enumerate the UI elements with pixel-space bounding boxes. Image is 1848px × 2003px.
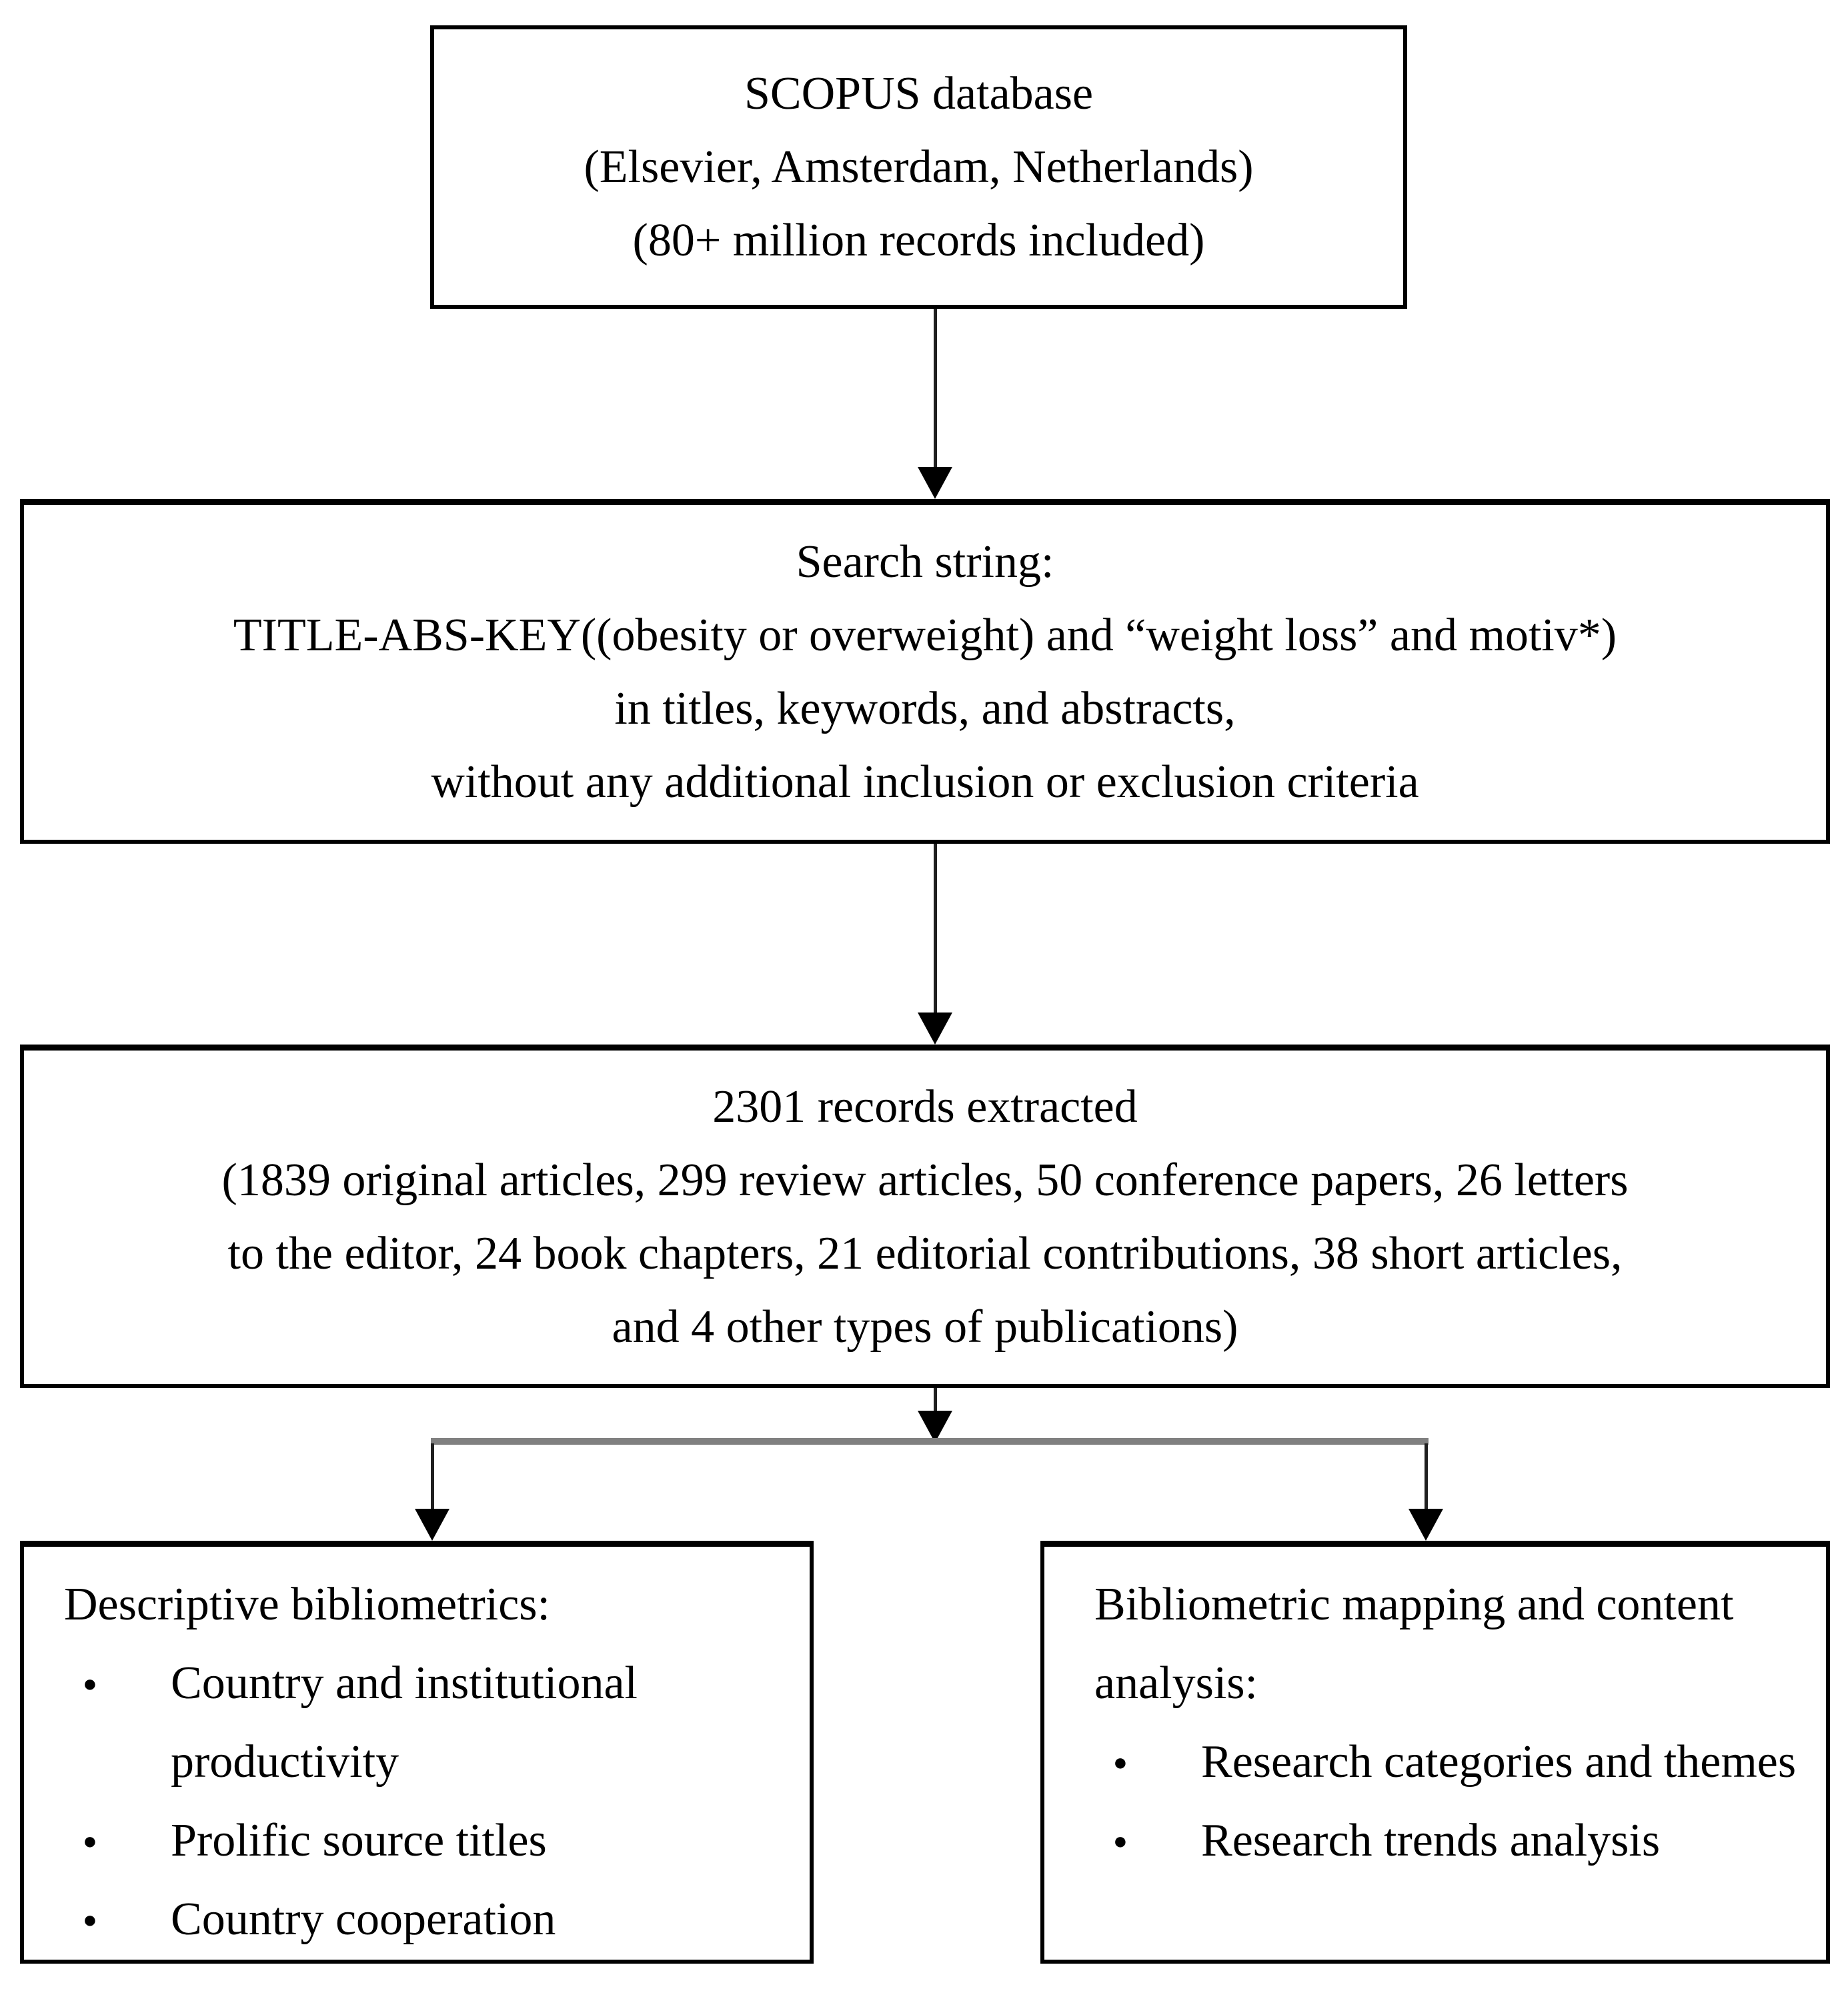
scopus-line-2: (Elsevier, Amsterdam, Netherlands): [584, 141, 1254, 193]
search-line-3: in titles, keywords, and abstracts,: [614, 683, 1236, 734]
box-records-extracted: [20, 1045, 1830, 1388]
search-line-1: Search string:: [796, 536, 1054, 588]
bullet-icon: ●: [1113, 1828, 1128, 1854]
arrow-scopus-to-search-stem: [934, 309, 937, 469]
list-item: [64, 1802, 796, 1880]
search-line-4: without any additional inclusion or exclusion criteria: [431, 756, 1419, 808]
records-line-2: (1839 original articles, 299 review articles, 50 conference papers, 26 letters: [221, 1155, 1629, 1206]
box-scopus-database: [430, 25, 1407, 309]
bullet-icon: ●: [83, 1828, 97, 1854]
arrowhead-down-icon: [918, 1013, 952, 1045]
descriptive-heading: Descriptive bibliometrics:: [64, 1579, 550, 1630]
bullet-icon: ●: [83, 1670, 97, 1697]
records-line-4: and 4 other types of publications): [612, 1301, 1238, 1353]
records-line-3: to the editor, 24 book chapters, 21 editorial contributions, 38 short articles,: [227, 1228, 1623, 1279]
box-bibliometric-mapping: [1040, 1541, 1830, 1964]
arrowhead-down-icon: [918, 467, 952, 499]
list-item: [1094, 1723, 1813, 1802]
box-descriptive-bibliometrics: [20, 1541, 814, 1964]
branch-connector-line: [431, 1438, 1429, 1445]
list-item: [64, 1644, 796, 1802]
bullet-item-label: Country and institutional productivity: [171, 1657, 638, 1788]
mapping-heading: Bibliometric mapping and content analysis:: [1094, 1579, 1734, 1709]
arrow-search-to-records-stem: [934, 844, 937, 1014]
bullet-item-label: Research trends analysis: [1201, 1815, 1661, 1866]
bullet-item-label: Country cooperation: [171, 1894, 556, 1945]
records-line-1: 2301 records extracted: [712, 1081, 1138, 1133]
arrow-branch-to-descriptive-stem: [431, 1443, 434, 1511]
bullet-item-label: Prolific source titles: [171, 1815, 547, 1866]
arrowhead-down-icon: [1409, 1509, 1443, 1541]
arrow-records-to-branch-stem: [934, 1388, 937, 1412]
scopus-line-3: (80+ million records included): [632, 214, 1205, 266]
box-search-string: [20, 499, 1830, 844]
bullet-item-label: Research categories and themes: [1201, 1736, 1797, 1788]
list-item: [1094, 1802, 1813, 1880]
mapping-bullet-list: [1094, 1723, 1813, 1880]
arrow-branch-to-mapping-stem: [1425, 1443, 1428, 1511]
scopus-line-1: SCOPUS database: [744, 67, 1094, 119]
bullet-icon: ●: [83, 1906, 97, 1933]
search-line-2: TITLE-ABS-KEY((obesity or overweight) and “weight loss” and motiv*): [233, 610, 1617, 661]
arrowhead-down-icon: [415, 1509, 449, 1541]
list-item: [64, 1880, 796, 1959]
descriptive-bullet-list: [64, 1644, 796, 1959]
bullet-icon: ●: [1113, 1749, 1128, 1776]
